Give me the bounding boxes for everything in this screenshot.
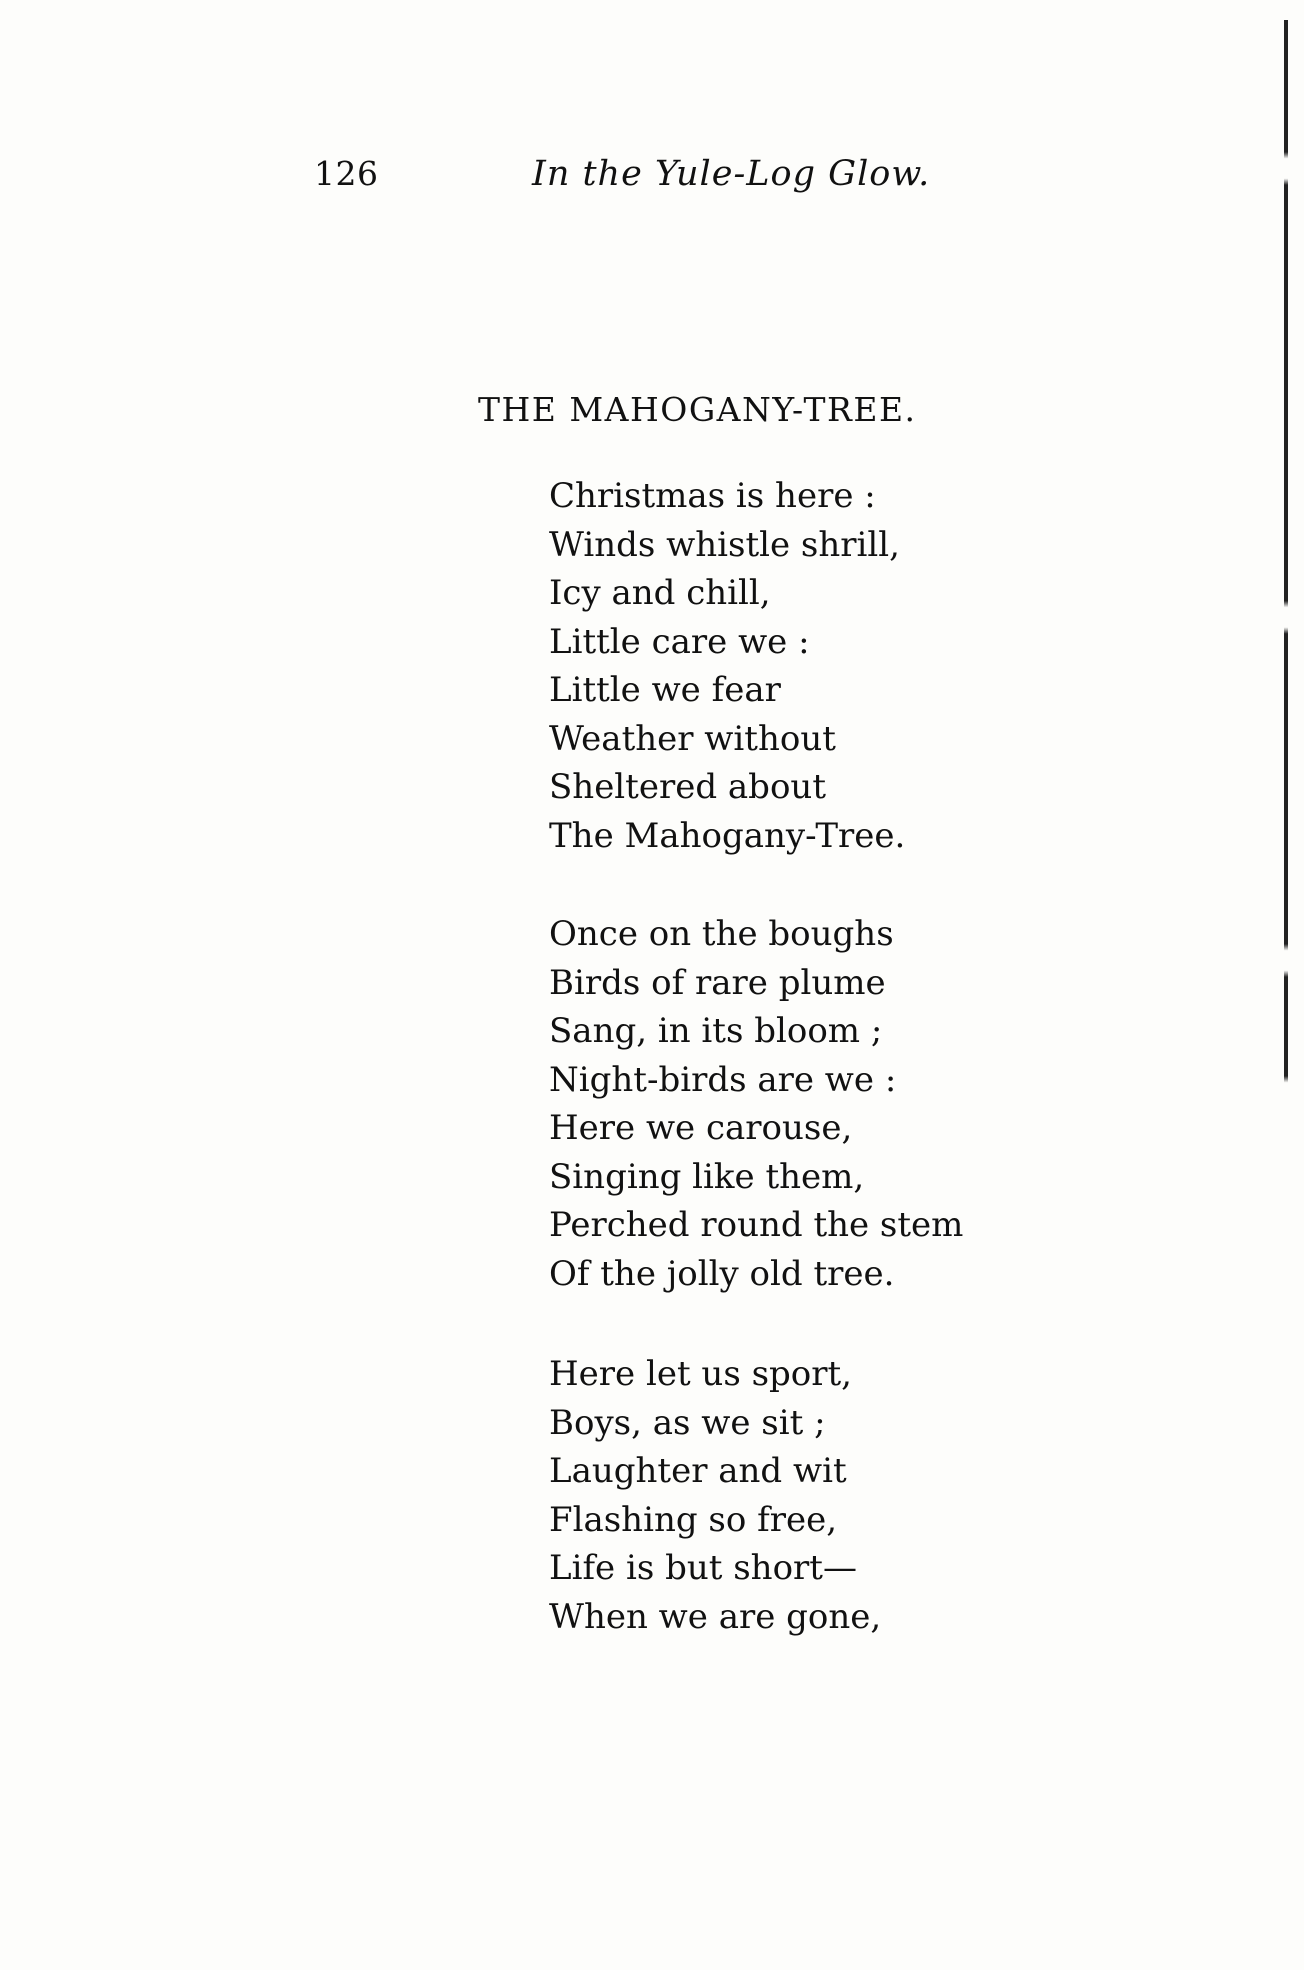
page-number: 126 [314,154,379,193]
poem-line: Boys, as we sit ; [549,1402,826,1443]
poem-title: THE MAHOGANY-TREE. [478,390,917,429]
poem-line: Sheltered about [549,767,826,807]
poem-line: Singing like them, [549,1156,865,1197]
poem-line: Flashing so free, [549,1499,838,1540]
poem-line: Icy and chill, [549,573,771,613]
poem-line: Winds whistle shrill, [549,524,900,565]
stanza-2 [549,910,963,1298]
stanza-3 [549,1350,881,1641]
poem-line: The Mahogany-Tree. [549,815,906,856]
poem-line: Life is but short— [549,1548,857,1588]
poem-line: When we are gone, [549,1596,882,1637]
poem-line: Little care we : [549,621,810,662]
poem-line: Here let us sport, [549,1354,852,1394]
poem-line: Weather without [549,718,836,759]
stanza-1 [549,472,905,860]
poem-line: Here we carouse, [549,1108,853,1148]
poem-line: Perched round the stem [549,1205,964,1245]
running-title: In the Yule-Log Glow. [532,154,931,194]
poem-line: Christmas is here : [549,476,876,516]
poem-line: Little we fear [549,670,781,710]
poem-line: Birds of rare plume [549,962,886,1003]
poem-line: Night-birds are we : [549,1059,897,1100]
poem-line: Laughter and wit [549,1451,847,1491]
poem-line: Of the jolly old tree. [549,1253,895,1294]
poem-line: Sang, in its bloom ; [549,1011,883,1051]
page-edge-shadow [1284,20,1288,1340]
poem-line: Once on the boughs [549,914,894,954]
